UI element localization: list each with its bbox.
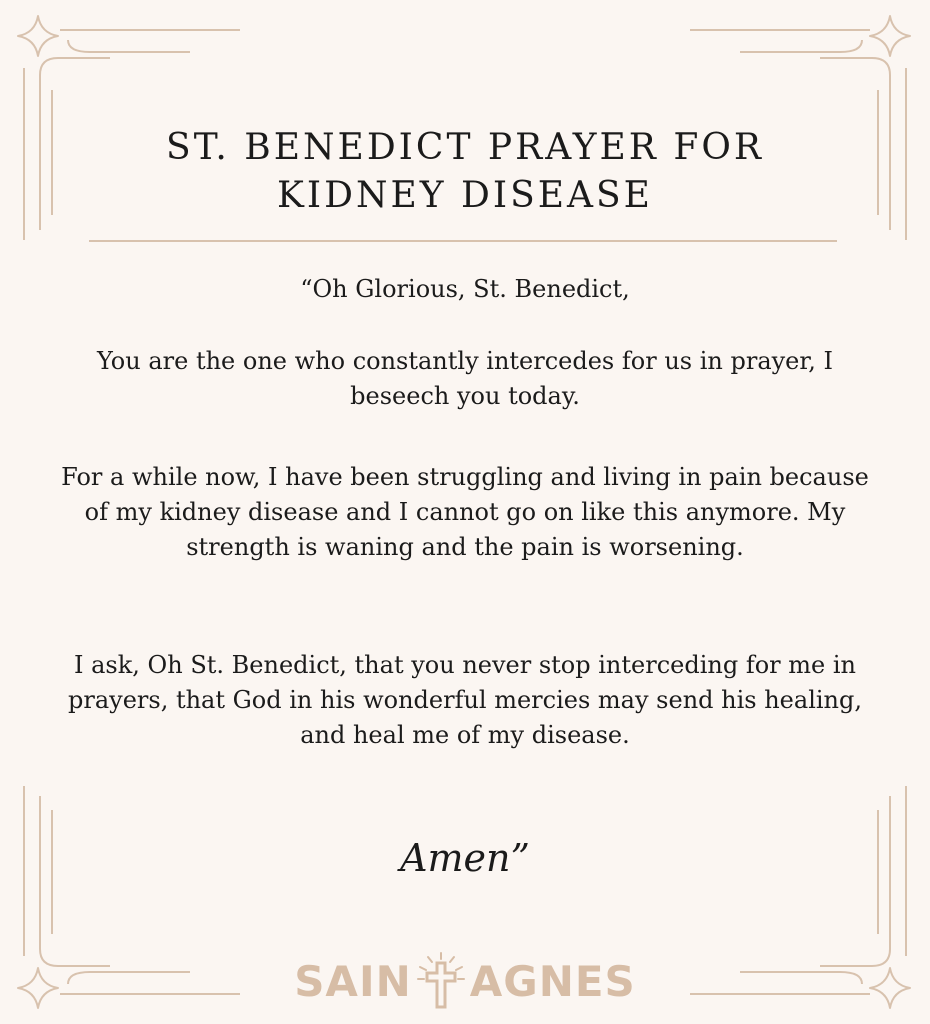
- prayer-paragraph-intercession: You are the one who constantly intercedes for us in prayer, I beseech you today.: [97, 347, 833, 410]
- title-divider: [89, 240, 837, 242]
- prayer-paragraph-opening: “Oh Glorious, St. Benedict,: [300, 275, 630, 303]
- page-title: [80, 124, 850, 220]
- prayer-closing: Amen”: [400, 836, 530, 880]
- prayer-paragraph-struggle: For a while now, I have been struggling and living in pain because of my kidney disease and I cannot go on like this anymore. My strength is waning and the pain is worsening.: [61, 463, 869, 561]
- title-line-2: KIDNEY DISEASE: [277, 175, 653, 216]
- cross-icon: [414, 951, 468, 1011]
- logo-text-right: AGNES: [469, 956, 636, 1006]
- title-line-1: ST. BENEDICT PRAYER FOR: [166, 127, 764, 168]
- logo-text-left: SAIN: [294, 956, 412, 1006]
- brand-logo: [0, 951, 930, 1011]
- prayer-paragraph-request: I ask, Oh St. Benedict, that you never stop interceding for me in prayers, that God in his wonderful mercies may send his healing, and heal me of my disease.: [68, 651, 862, 749]
